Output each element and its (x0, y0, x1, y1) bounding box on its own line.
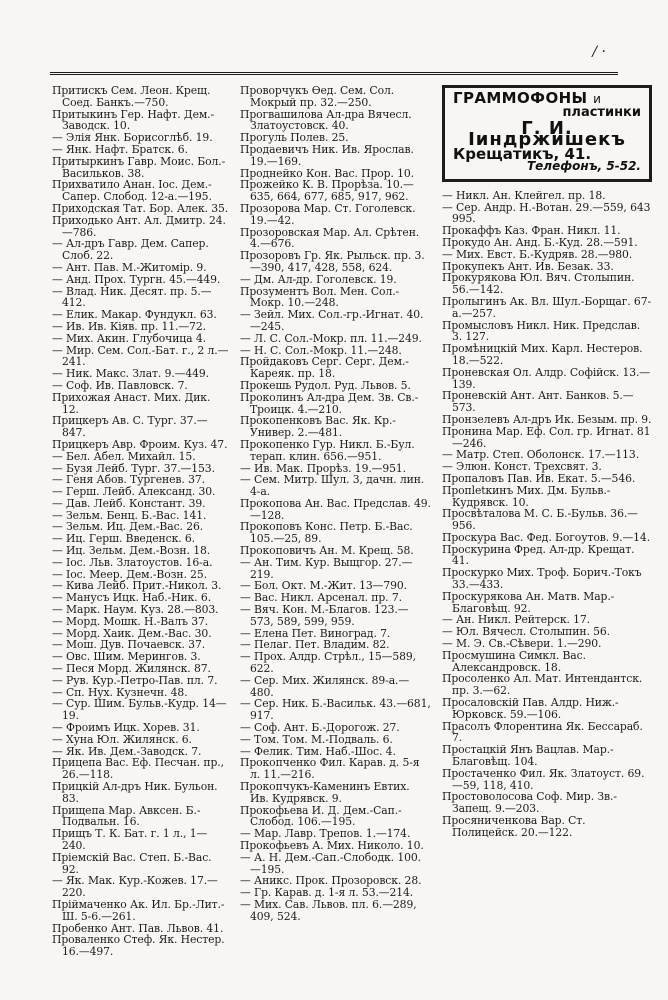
directory-entry: Пріемскій Вас. Степ. Б.-Вас. 92. (52, 850, 212, 876)
directory-entry: Проднейко Кон. Вас. Прор. 10. (240, 166, 415, 180)
ad-conjunction: и (593, 92, 602, 106)
directory-columns (52, 84, 652, 959)
directory-entry: — Ан. Никл. Рейтерск. 17. (442, 613, 591, 627)
ad-title: ГРАММОФОНЫ (453, 89, 588, 107)
directory-entry: Прогвашилова Ал-дра Вячесл. Златоустовск. 40. (240, 107, 412, 133)
directory-entry: — Морд. Мошк. Н.-Валъ 37. (52, 614, 209, 628)
directory-entry: — Марк. Наум. Куз. 28.—803. (52, 603, 219, 617)
directory-entry: — Соф. Ант. Б.-Дорогож. 27. (240, 721, 400, 735)
directory-entry: Прокопенковъ Вас. Як. Кр.-Универ. 2.—481. (240, 414, 396, 440)
directory-entry: — Влад. Ник. Десят. пр. 5.—412. (52, 284, 212, 310)
directory-entry: Прокупекъ Ант. Ив. Безак. 33. (442, 259, 614, 273)
directory-entry: — Іос. Льв. Златоустов. 16-а. (52, 555, 213, 569)
directory-entry: Простацкій Янъ Вацлав. Мар.-Благовѣщ. 104. (442, 743, 614, 769)
directory-entry: — Ив. Ив. Кіяв. пр. 11.—72. (52, 319, 206, 333)
directory-entry: Просвѣталова М. С. Б.-Бульв. 36.—956. (442, 507, 638, 533)
directory-entry: — Н. С. Сол.-Мокр. 11.—248. (240, 343, 402, 357)
directory-entry: — Як. Ив. Дем.-Заводск. 7. (52, 744, 202, 758)
directory-entry: Продаевичъ Ник. Ив. Ярослав. 19.—169. (240, 142, 414, 168)
directory-entry: — Вас. Никл. Арсенал. пр. 7. (240, 591, 402, 605)
column-2 (240, 85, 431, 958)
directory-entry: — Бел. Абел. Михайл. 15. (52, 449, 196, 463)
directory-entry: — Соф. Ив. Павловск. 7. (52, 378, 188, 392)
directory-entry: — Мир. Сем. Сол.-Бат. г., 2 л.—241. (52, 343, 229, 369)
directory-entry: Прозументъ Вол. Мен. Сол.-Мокр. 10.—248. (240, 284, 400, 310)
directory-entry: Прицкеръ Авр. Фроим. Куз. 47. (52, 437, 228, 451)
directory-entry: — Дав. Лейб. Констант. 39. (52, 496, 206, 510)
directory-entry: — Янк. Нафт. Братск. 6. (52, 142, 188, 156)
directory-entry: Пропletкинъ Мих. Дм. Бульв.-Кудрявск. 10. (442, 483, 611, 509)
directory-entry: Прозоровская Мар. Ал. Срѣтен. 4.—676. (240, 225, 420, 251)
directory-entry: — Ник. Макс. Злат. 9.—449. (52, 367, 210, 381)
directory-entry: Прокопова Ан. Вас. Предслав. 49.—128. (240, 496, 431, 522)
directory-entry: — Элюн. Конст. Трехсвят. 3. (442, 460, 602, 474)
directory-entry: Прищепа Мар. Авксен. Б.-Подвальн. 16. (52, 803, 201, 829)
column-3-entries (442, 190, 652, 839)
directory-entry: — Манусъ Ицк. Наб.-Ник. 6. (52, 591, 211, 605)
directory-entry: Прицкій Ал-дръ Ник. Бульон. 83. (52, 780, 218, 805)
directory-entry: — Мих. Сав. Львов. пл. 6.—289, 409, 524. (240, 897, 417, 923)
directory-entry: — Том. Том. М.-Подваль. 6. (240, 732, 393, 746)
directory-entry: Прокешь Рудол. Руд. Львов. 5. (240, 378, 411, 392)
directory-entry: Промысловъ Никл. Ник. Предслав. 3. 127. (442, 318, 641, 344)
directory-entry: Прокопенко Гур. Никл. Б.-Бул. терап. клин. 656.—951. (240, 437, 415, 463)
directory-entry: Прихватило Анан. Іос. Дем.-Сапер. Слобод. 12-а.—195. (52, 178, 212, 204)
directory-entry: — Дм. Ал-др. Гоголевск. 19. (240, 272, 397, 286)
directory-entry: — Сер. Андр. Н.-Вотан. 29.—559, 643 995. (442, 200, 651, 226)
ad-company-name: Г. И. Іиндржишекъ (468, 117, 626, 151)
directory-entry: Просаловскій Пав. Алдр. Ниж.-Юрковск. 59.—106. (442, 696, 619, 721)
directory-entry: — Зейл. Мих. Сол.-гр.-Игнат. 40.—245. (240, 308, 424, 333)
directory-entry: Проскурякова Ан. Матв. Мар.-Благовѣщ. 92. (442, 589, 615, 615)
directory-entry: — Иц. Герш. Введенск. 6. (52, 532, 195, 546)
directory-entry: Прихожая Анаст. Мих. Дик. 12. (52, 390, 211, 416)
directory-entry: — Ал-дръ Гавр. Дем. Сапер. Слоб. 22. (52, 237, 209, 263)
directory-entry: — Вяч. Кон. М.-Благов. 123.—573, 589, 599, 959. (240, 603, 409, 628)
directory-entry: Пропаловъ Пав. Ив. Екат. 5.—546. (442, 471, 636, 485)
directory-entry: — Ан. Тим. Кур. Выщгор. 27.—219. (240, 555, 413, 581)
directory-entry: — Мар. Лавр. Трепов. 1.—174. (240, 827, 411, 841)
directory-entry: — Фелик. Тим. Наб.-Шос. 4. (240, 744, 396, 758)
directory-entry: — Морд. Хаик. Дем.-Вас. 30. (52, 626, 212, 640)
directory-entry: — Геня Абов. Тургенев. 37. (52, 473, 205, 487)
directory-entry: Прасолъ Флорентина Як. Бессараб. 7. (442, 719, 643, 745)
directory-entry: — Сп. Нух. Кузнечн. 48. (52, 685, 188, 699)
directory-entry: Приходская Тат. Бор. Алек. 35. (52, 201, 229, 215)
directory-entry: Пронзелевъ Ал-дръ Ик. Безым. пр. 9. (442, 412, 652, 426)
directory-entry: — Иц. Зельм. Дем.-Возн. 18. (52, 544, 211, 558)
directory-entry: — Елена Пет. Виноград. 7. (240, 626, 391, 640)
advertisement-box (442, 85, 652, 182)
directory-entry: Пролыгинъ Ак. Вл. Шул.-Борщаг. 67-а.—257. (442, 294, 652, 320)
directory-entry: Прокофьевъ А. Мих. Николо. 10. (240, 839, 424, 852)
directory-entry: Притыкинъ Гер. Нафт. Дем.-Заводск. 10. (52, 107, 215, 133)
directory-entry: — Песя Морд. Жилянск. 87. (52, 662, 211, 676)
directory-entry: Прицкеръ Ав. С. Тург. 37.—847. (52, 414, 208, 440)
directory-entry: Промѣницкій Мих. Карл. Нестеров. 18.—522. (442, 342, 643, 367)
directory-entry: — Сем. Митр. Шул. 3, дачн. лин. 4-а. (240, 473, 425, 499)
directory-entry: Прокудо Ан. Анд. Б.-Куд. 28.—591. (442, 235, 638, 249)
directory-entry: Притискъ Сем. Леон. Крещ. Соед. Банкъ.—750. (52, 84, 211, 109)
directory-entry: — А. Н. Дем.-Сап.-Слободк. 100.—195. (240, 850, 421, 876)
directory-entry: Простоволосова Соф. Мир. Зв.-Запещ. 9.—203. (442, 790, 617, 816)
directory-entry: — Рув. Кур.-Петро-Пав. пл. 7. (52, 673, 218, 687)
column-1 (52, 85, 229, 958)
directory-entry: Пронина Мар. Еф. Сол. гр. Игнат. 81—246. (442, 424, 651, 450)
directory-entry: — Як. Мак. Кур.-Кожев. 17.—220. (52, 874, 218, 900)
directory-entry: — Герш. Лейб. Александ. 30. (52, 485, 216, 499)
directory-entry: Проваленко Стеф. Як. Нестер. 16.—497. (52, 933, 225, 959)
ad-address: Крещатикъ, 41. (453, 145, 592, 164)
directory-entry: — Гр. Карав. д. 1-я л. 53.—214. (240, 886, 414, 900)
directory-entry: Проневская Ол. Алдр. Софійск. 13.—139. (442, 365, 651, 391)
directory-entry: Пріймаченко Ак. Ил. Бр.-Лит.-Ш. 5-6.—261. (52, 897, 225, 923)
directory-entry: — Никл. Ан. Клейгел. пр. 18. (442, 188, 606, 202)
directory-entry: Прищъ Т. К. Бат. г. 1 л., 1—240. (52, 827, 208, 852)
directory-entry: — Юл. Вячесл. Столыпин. 56. (442, 625, 610, 639)
directory-entry: Прокофьева И. Д. Дем.-Сап.-Слобод. 106.—195. (240, 803, 402, 829)
directory-entry: Прокаффъ Каз. Фран. Никл. 11. (442, 224, 621, 238)
directory-entry: Прокопченко Фил. Карав. д. 5-я л. 11.—216. (240, 756, 420, 782)
directory-entry: Прицепа Вас. Еф. Песчан. пр., 26.—118. (52, 756, 224, 782)
directory-entry: — Ив. Мак. Прорѣз. 19.—951. (240, 461, 407, 475)
directory-entry: Просоленко Ал. Мат. Интендантск. пр. 3.—62. (442, 672, 643, 698)
directory-entry: — Зельм. Иц. Дем.-Вас. 26. (52, 520, 204, 534)
directory-entry: — Матр. Степ. Оболонск. 17.—113. (442, 448, 640, 462)
directory-entry: Прожейко К. В. Прорѣза. 10.—635, 664, 677, 685, 917, 962. (240, 178, 414, 204)
directory-entry: — Сур. Шим. Бульв.-Кудр. 14—19. (52, 697, 227, 723)
directory-entry: — Аникс. Прок. Прозоровск. 28. (240, 874, 422, 888)
page-number: / · (592, 44, 606, 60)
directory-entry: — Бол. Окт. М.-Жит. 13—790. (240, 579, 407, 593)
directory-entry: Просмушина Симкл. Вас. Александровск. 18. (442, 648, 586, 674)
directory-entry: — Пелаг. Пет. Владим. 82. (240, 638, 390, 652)
directory-entry: — Мих. Акин. Глубочица 4. (52, 331, 206, 345)
directory-entry: Прокурякова Юл. Вяч. Столыпин. 56.—142. (442, 271, 635, 297)
directory-entry: — Ант. Пав. М.-Житомір. 9. (52, 260, 207, 274)
directory-entry: Пройдаковъ Серг. Серг. Дем.-Кареяк. пр. 18. (240, 355, 409, 381)
directory-entry: Просяниченкова Вар. Ст. Полицейск. 20.—122. (442, 814, 586, 839)
directory-entry: — Іос. Меер. Дем.-Возн. 25. (52, 567, 208, 581)
directory-entry: Проневскій Ант. Ант. Банков. 5.—573. (442, 389, 634, 415)
directory-entry: — Хуна Юл. Жилянск. 6. (52, 732, 192, 746)
directory-entry: Прокоповичъ Ан. М. Крещ. 58. (240, 544, 414, 558)
directory-entry: Притыркинъ Гавр. Моис. Бол.-Васильков. 38. (52, 154, 226, 180)
directory-entry: — Сер. Ник. Б.-Васильк. 43.—681, 917. (240, 697, 431, 723)
directory-entry: — Элія Янк. Борисоглѣб. 19. (52, 131, 213, 145)
directory-entry: — Анд. Прох. Тургн. 45.—449. (52, 272, 221, 286)
directory-entry: — Кива Лейб. Прит.-Никол. 3. (52, 579, 222, 593)
directory-entry: Прокоповъ Конс. Петр. Б.-Вас. 105.—25, 89. (240, 520, 413, 546)
column-3 (442, 85, 652, 958)
directory-entry: Прозоровъ Гр. Як. Рыльск. пр. 3.—390, 417, 428, 558, 624. (240, 249, 425, 274)
directory-entry: — Зельм. Бенц. Б.-Вас. 141. (52, 508, 207, 522)
directory-entry: — Сер. Мих. Жилянск. 89-а.—480. (240, 673, 410, 699)
ad-subtitle: пластинки (562, 104, 641, 120)
directory-entry: — М. Э. Св.-Сѣвери. 1.—290. (442, 637, 602, 651)
directory-entry: Прозорова Мар. Ст. Гоголевск. 19.—42. (240, 201, 416, 227)
directory-entry: Проскура Вас. Фед. Богоутов. 9.—14. (442, 530, 651, 544)
directory-entry: — Елик. Макар. Фундукл. 63. (52, 308, 217, 322)
directory-entry: Проворчукъ Ѳед. Сем. Сол. Мокрый пр. 32.—250. (240, 84, 395, 109)
ad-phone: Телефонъ, 5-52. (526, 158, 641, 173)
directory-entry: — Овс. Шим. Мерингов. 3. (52, 650, 201, 664)
directory-entry: Проскурко Мих. Троф. Борич.-Токъ 33.—433. (442, 566, 642, 592)
directory-entry: Пробенко Ант. Пав. Львов. 41. (52, 921, 224, 935)
directory-entry: — Прох. Алдр. Стрѣл., 15—589, 622. (240, 650, 416, 676)
directory-entry: Простаченко Фил. Як. Златоуст. 69.—59, 118, 410. (442, 766, 645, 792)
directory-entry: Приходько Ант. Ал. Дмитр. 24.—786. (52, 213, 226, 239)
top-rule (50, 72, 618, 75)
directory-entry: — Мих. Евст. Б.-Кудряв. 28.—980. (442, 247, 633, 261)
directory-entry: — Л. С. Сол.-Мокр. пл. 11.—249. (240, 331, 422, 345)
directory-entry: Прогуль Полев. 25. (240, 131, 349, 145)
directory-entry: Прокопчукъ-Каменинъ Евтих. Ив. Кудрявск. 9. (240, 780, 410, 805)
directory-entry: Проскурина Фред. Ал-др. Крещат. 41. (442, 542, 635, 568)
directory-entry: — Бузя Лейб. Тург. 37.—153. (52, 461, 215, 475)
directory-entry: Проколинъ Ал-дра Дем. Зв. Св.-Троицк. 4.—210. (240, 390, 419, 416)
directory-entry: — Фроимъ Ицк. Хорев. 31. (52, 721, 200, 735)
directory-entry: — Мош. Дув. Почаевск. 37. (52, 638, 206, 652)
